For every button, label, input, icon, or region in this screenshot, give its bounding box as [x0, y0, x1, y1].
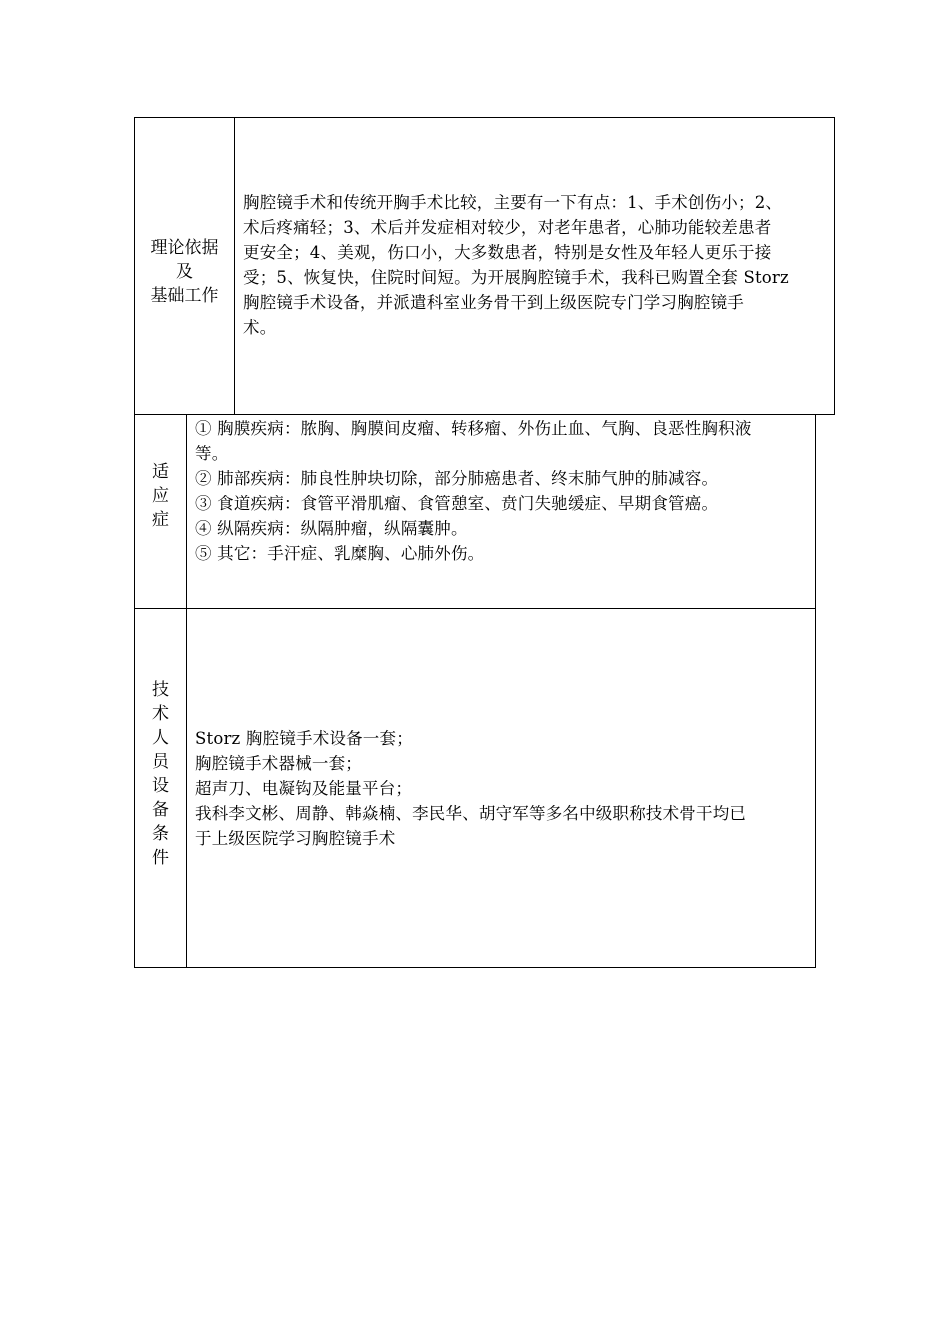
content-line: 胸腔镜手术和传统开胸手术比较，主要有一下有点：1、手术创伤小；2、: [243, 193, 783, 212]
indication-item-cont: 等。: [195, 444, 229, 463]
content-line: 术。: [243, 318, 277, 337]
label-char: 应: [152, 486, 169, 506]
condition-line: 于上级医院学习胸腔镜手术: [195, 829, 396, 848]
indication-item: ① 胸膜疾病：脓胸、胸膜间皮瘤、转移瘤、外伤止血、气胸、良恶性胸积液: [195, 419, 752, 438]
label-char: 件: [152, 848, 169, 868]
label-char: 条: [152, 824, 169, 844]
label-line: 基础工作: [150, 286, 219, 306]
condition-line: 超声刀、电凝钩及能量平台；: [195, 779, 413, 798]
indication-item: ④ 纵隔疾病：纵隔肿瘤，纵隔囊肿。: [195, 519, 468, 538]
label-line: 理论依据: [150, 238, 219, 258]
content-line: 受；5、恢复快，住院时间短。为开展胸腔镜手术，我科已购置全套 Storz: [243, 268, 789, 287]
label-char: 设: [152, 776, 169, 796]
label-char: 术: [152, 704, 169, 724]
section-conditions-label: [135, 678, 186, 870]
condition-line: 胸腔镜手术器械一套；: [195, 754, 362, 773]
section-indications-content: [195, 416, 810, 566]
label-char: 症: [152, 510, 169, 530]
label-char: 员: [152, 752, 169, 772]
indication-item: ⑤ 其它：手汗症、乳糜胸、心肺外伤。: [195, 544, 485, 563]
condition-line: 我科李文彬、周静、韩焱楠、李民华、胡守军等多名中级职称技术骨干均已: [195, 804, 747, 823]
label-char: 适: [152, 462, 169, 482]
label-line: 及: [176, 262, 193, 282]
section-theory-label: [135, 236, 234, 308]
label-char: 备: [152, 800, 169, 820]
content-line: 胸腔镜手术设备，并派遣科室业务骨干到上级医院专门学习胸腔镜手: [243, 293, 744, 312]
label-char: 人: [152, 728, 169, 748]
condition-line: Storz 胸腔镜手术设备一套；: [195, 729, 413, 748]
content-line: 更安全；4、美观，伤口小，大多数患者，特别是女性及年轻人更乐于接: [243, 243, 772, 262]
section-indications-label: [135, 460, 186, 532]
content-line: 术后疼痛轻；3、术后并发症相对较少，对老年患者，心肺功能较差患者: [243, 218, 772, 237]
section-conditions-content: [195, 726, 810, 851]
label-char: 技: [152, 680, 169, 700]
section-theory-content: [243, 190, 826, 340]
indication-item: ② 肺部疾病：肺良性肿块切除，部分肺癌患者、终末肺气肿的肺减容。: [195, 469, 719, 488]
indication-item: ③ 食道疾病：食管平滑肌瘤、食管憩室、贲门失驰缓症、早期食管癌。: [195, 494, 719, 513]
